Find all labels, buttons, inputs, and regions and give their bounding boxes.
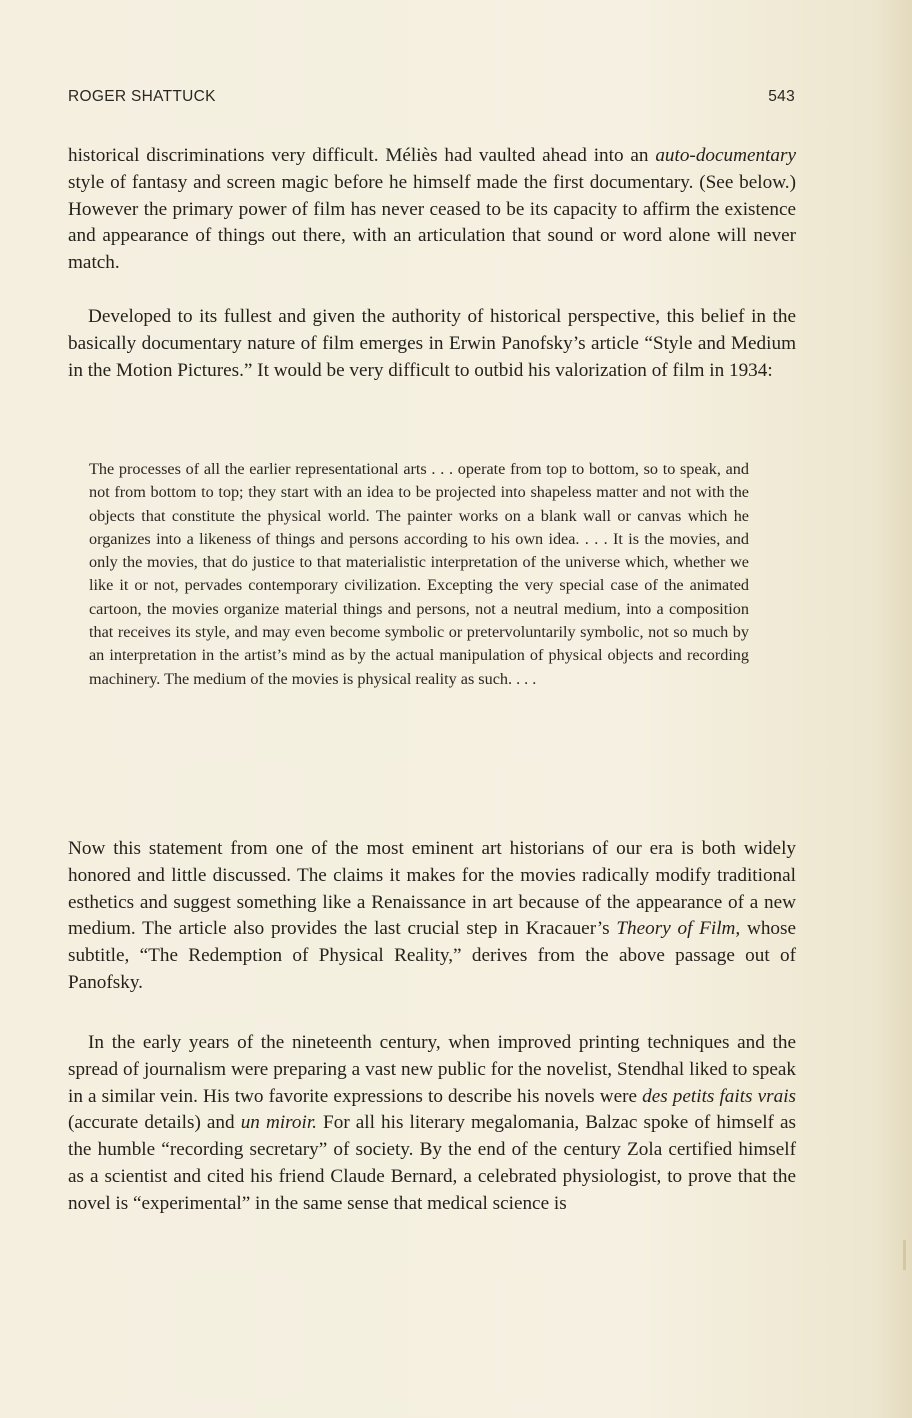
paragraph-4-text-1: In the early years of the nineteenth century, when improved printing techniques and the spread of journalism were preparing a vast new public for the novelist, Stendhal liked to speak in a similar vein. His two favorite expressions to describe his novels were (68, 1032, 796, 1107)
page-number: 543 (768, 88, 795, 105)
paragraph-1-text-1: historical discriminations very difficult. Méliès had vaulted ahead into an (68, 145, 656, 166)
paragraph-1 (68, 143, 796, 277)
paragraph-4-italic-1: des petits faits vrais (642, 1085, 797, 1107)
page-header (68, 88, 795, 112)
paragraph-2-text-1: Developed to its fullest and given the authority of historical perspective, this belief in the basically documentary nature of film emerges in Erwin Panofsky’s article “Style and Medium in the Motion Pictures.” It would be very difficult to outbid his valorization of film in 1934: (68, 306, 796, 381)
paragraph-3-text-2: whose subtitle, “The Redemption of Physical Reality,” derives from the above passage out of Panofsky. (68, 918, 796, 993)
paragraph-3-text-1: Now this statement from one of the most eminent art historians of our era is both widely honored and little discussed. The claims it makes for the movies radically modify traditional esthetics and suggest something like a Renaissance in art because of the appearance of a new medium. The article also provides the last crucial step in Kracauer’s (68, 838, 796, 940)
page-edge-mark (903, 1240, 906, 1270)
paragraph-4-text-3: For all his literary megalomania, Balzac spoke of himself as the humble “recording secretary” of society. By the end of the century Zola certified himself as a scientist and cited his friend Claude Bernard, a celebrated physiologist, to prove that the novel is “experimental” in the same sense that medical science is (68, 1112, 796, 1214)
paragraph-3 (68, 836, 796, 997)
running-head: ROGER SHATTUCK (68, 88, 216, 105)
paragraph-1-text-2: style of fantasy and screen magic before he himself made the first documentary. (See below.) However the primary power of film has never ceased to be its capacity to affirm the existence and appearance of things out there, with an articulation that sound or word alone will never match. (68, 171, 796, 274)
paragraph-2 (68, 304, 796, 384)
paragraph-4-text-2: (accurate details) and (68, 1112, 241, 1134)
paragraph-1-italic-1: auto-documentary (655, 145, 796, 166)
block-quote-text: The processes of all the earlier representational arts . . . operate from top to bottom, so to speak, and not from bottom to top; they start with an idea to be projected into shapeless matter and not with the objects that constitute the physical world. The painter works on a blank wall or canvas which he organizes into a likeness of things and persons according to his own idea. . . . It is the movies, and only the movies, that do justice to that materialistic interpretation of the universe which, whether we like it or not, pervades contemporary civilization. Excepting the very special case of the animated cartoon, the movies organize material things and persons, not a neutral medium, into a composition that receives its style, and may even become symbolic or pretervoluntarily symbolic, not so much by an interpretation in the artist’s mind as by the actual manipulation of physical objects and recording machinery. The medium of the movies is physical reality as such. . . . (89, 460, 749, 688)
paragraph-3-italic-1: Theory of Film, (616, 918, 741, 940)
paragraph-4 (68, 1030, 796, 1218)
block-quote (89, 458, 749, 691)
paragraph-4-italic-2: un miroir. (240, 1112, 317, 1134)
